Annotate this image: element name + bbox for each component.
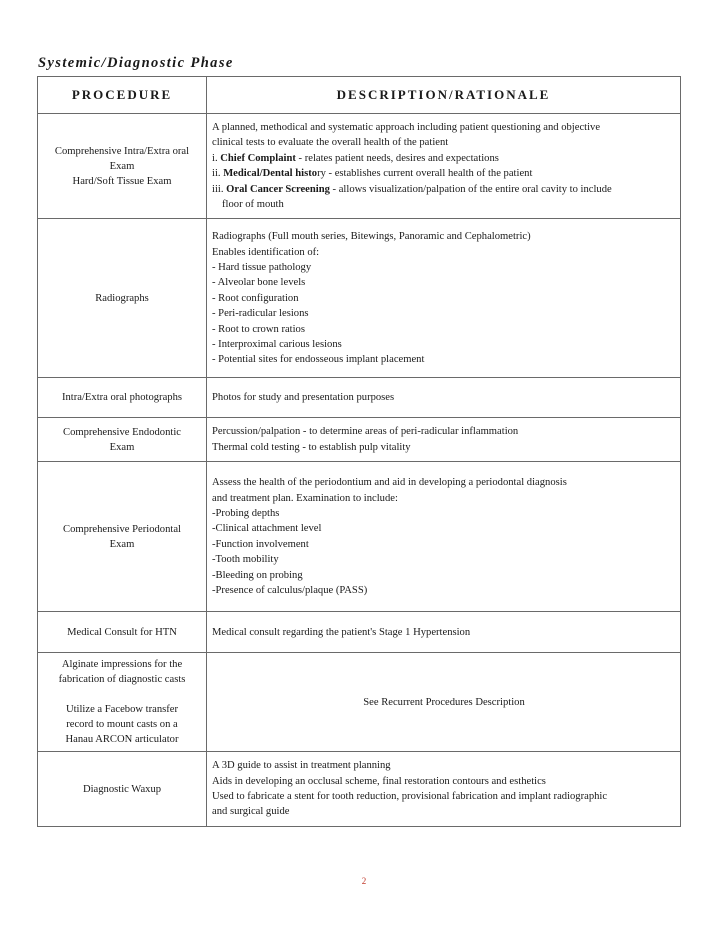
procedure-text: Intra/Extra oral photographs bbox=[61, 392, 183, 404]
description-line: - Interproximal carious lesions bbox=[212, 338, 342, 350]
description-term: Medical/Dental histo bbox=[223, 168, 318, 180]
description-line: -Clinical attachment level bbox=[212, 523, 322, 535]
description-cell bbox=[207, 653, 681, 752]
description-cell bbox=[207, 752, 681, 827]
table-row bbox=[38, 418, 681, 462]
description-line: Percussion/palpation - to determine areas of peri-radicular inflammation bbox=[212, 426, 519, 438]
description-line: - Alveolar bone levels bbox=[212, 277, 306, 289]
description-line: Photos for study and presentation purposes bbox=[212, 392, 395, 404]
description-cell bbox=[207, 219, 681, 378]
phase-title: Systemic/Diagnostic Phase bbox=[38, 55, 234, 71]
table-row bbox=[38, 219, 681, 378]
procedure-text: Utilize a Facebow transfer bbox=[65, 704, 179, 716]
table-header-row bbox=[38, 77, 681, 114]
procedure-text: Exam bbox=[109, 441, 135, 453]
description-line: and treatment plan. Examination to include: bbox=[212, 492, 398, 504]
procedure-text: Medical Consult for HTN bbox=[67, 626, 177, 638]
procedure-text: Comprehensive Intra/Extra oral bbox=[54, 145, 190, 157]
description-line: - Root configuration bbox=[212, 292, 299, 304]
table-row bbox=[38, 752, 681, 827]
description-cell bbox=[207, 378, 681, 418]
description-line: -Tooth mobility bbox=[212, 554, 279, 566]
description-line: -Probing depths bbox=[212, 507, 280, 519]
procedure-text: Diagnostic Waxup bbox=[82, 783, 162, 795]
procedure-text: Exam bbox=[109, 160, 135, 172]
description-line: -Function involvement bbox=[212, 538, 309, 550]
description-line: - Potential sites for endosseous implant placement bbox=[212, 354, 425, 366]
procedure-text: fabrication of diagnostic casts bbox=[58, 674, 186, 686]
procedure-table bbox=[37, 76, 681, 827]
description-line: - Root to crown ratios bbox=[212, 323, 305, 335]
description-line: clinical tests to evaluate the overall health of the patient bbox=[212, 137, 449, 149]
description-line: Enables identification of: bbox=[212, 246, 320, 258]
procedure-text: Comprehensive Periodontal bbox=[63, 523, 181, 535]
table-row bbox=[38, 612, 681, 653]
procedure-cell bbox=[38, 219, 207, 378]
description-line: iii. Oral Cancer Screening - allows visualization/palpation of the entire oral cavity to include bbox=[212, 183, 612, 195]
procedure-cell bbox=[38, 114, 207, 219]
description-line: -Presence of calculus/plaque (PASS) bbox=[212, 584, 368, 596]
description-line: - Peri-radicular lesions bbox=[212, 308, 309, 320]
description-term: Chief Complaint bbox=[220, 152, 296, 164]
procedure-text: record to mount casts on a bbox=[66, 719, 178, 731]
procedure-cell bbox=[38, 418, 207, 462]
description-term: Oral Cancer Screening bbox=[226, 183, 330, 195]
description-line: Radiographs (Full mouth series, Bitewings, Panoramic and Cephalometric) bbox=[212, 231, 531, 243]
description-line: - Hard tissue pathology bbox=[212, 261, 312, 273]
procedure-text: Exam bbox=[109, 538, 135, 550]
description-line: See Recurrent Procedures Description bbox=[363, 696, 525, 708]
procedure-cell bbox=[38, 612, 207, 653]
description-line: Used to fabricate a stent for tooth reduction, provisional fabrication and implant radiographic bbox=[212, 791, 608, 803]
procedure-cell bbox=[38, 653, 207, 752]
table-row bbox=[38, 114, 681, 219]
description-line: floor of mouth bbox=[222, 199, 284, 211]
description-line: and surgical guide bbox=[212, 806, 290, 818]
table-row bbox=[38, 378, 681, 418]
procedure-text: Radiographs bbox=[95, 292, 149, 304]
procedure-text: Hard/Soft Tissue Exam bbox=[72, 175, 172, 187]
procedure-text: Comprehensive Endodontic bbox=[63, 426, 181, 438]
description-cell bbox=[207, 114, 681, 219]
procedure-text: Alginate impressions for the bbox=[61, 659, 183, 671]
description-line: Assess the health of the periodontium and aid in developing a periodontal diagnosis bbox=[212, 477, 567, 489]
header-procedure: PROCEDURE bbox=[38, 77, 207, 114]
description-line: Medical consult regarding the patient's Stage 1 Hypertension bbox=[212, 626, 471, 638]
description-line: A 3D guide to assist in treatment planning bbox=[212, 760, 391, 772]
page-number: 2 bbox=[361, 876, 367, 886]
procedure-cell bbox=[38, 462, 207, 612]
description-line: A planned, methodical and systematic approach including patient questioning and objective bbox=[212, 122, 601, 133]
procedure-cell bbox=[38, 752, 207, 827]
procedure-text: Hanau ARCON articulator bbox=[65, 734, 179, 746]
table-row bbox=[38, 653, 681, 752]
description-line: Thermal cold testing - to establish pulp vitality bbox=[212, 441, 411, 453]
description-line: ii. Medical/Dental history - establishes current overall health of the patient bbox=[212, 168, 533, 180]
description-line: -Bleeding on probing bbox=[212, 569, 303, 581]
description-cell bbox=[207, 462, 681, 612]
procedure-text bbox=[42, 687, 202, 702]
description-line: i. Chief Complaint - relates patient needs, desires and expectations bbox=[212, 152, 499, 164]
header-description: DESCRIPTION/RATIONALE bbox=[207, 77, 681, 114]
description-line: Aids in developing an occlusal scheme, final restoration contours and esthetics bbox=[212, 775, 546, 787]
description-cell bbox=[207, 418, 681, 462]
procedure-cell bbox=[38, 378, 207, 418]
table-row bbox=[38, 462, 681, 612]
description-cell bbox=[207, 612, 681, 653]
